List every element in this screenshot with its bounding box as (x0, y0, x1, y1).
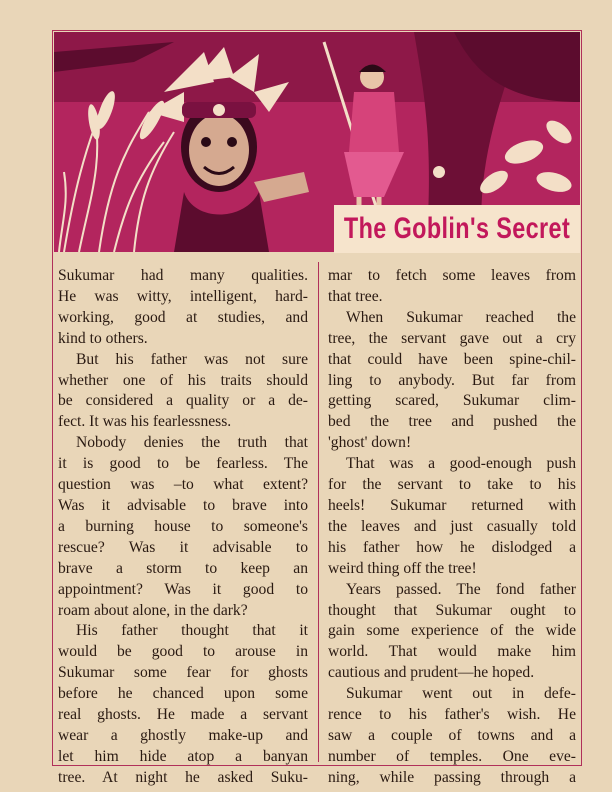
text-line: He was witty, intelligent, hard- (58, 287, 308, 305)
text-line: his father how he dislodged a (328, 538, 576, 556)
text-line: real ghosts. He made a servant (58, 706, 308, 724)
column-divider (318, 262, 319, 762)
text-line: before he chanced upon some (58, 685, 308, 703)
right-column (328, 266, 576, 786)
text-line: for the servant to take to his (328, 476, 576, 494)
text-line: fect. It was his fearlessness. (58, 413, 232, 431)
text-line: rescue? Was it advisable to (58, 538, 308, 556)
text-line: 'ghost' down! (328, 434, 412, 452)
text-line: that could have been spine-chil- (328, 350, 576, 368)
text-line: world. That would make him (328, 643, 576, 661)
text-line: rence to his father's wish. He (328, 706, 576, 724)
text-line: Sukumar went out in defe- (346, 685, 576, 703)
text-line: Sukumar some fear for ghosts (58, 664, 308, 682)
text-line: wear a ghostly make-up and (58, 726, 308, 744)
text-line: Sukumar had many qualities. (58, 267, 308, 284)
text-line: thought that Sukumar ought to (328, 601, 576, 619)
text-line: let him hide atop a banyan (58, 747, 308, 765)
text-line: gain some experience of the wide (328, 622, 576, 640)
text-line: appointment? Was it good to (58, 580, 308, 598)
text-line: bed the tree and pushed the (328, 413, 576, 431)
text-line: be considered a quality or a de- (58, 392, 308, 410)
text-line: heels! Sukumar returned with (328, 496, 576, 514)
title-banner (334, 205, 580, 253)
text-line: But his father was not sure (76, 350, 308, 368)
text-line: whether one of his traits should (58, 371, 308, 389)
text-line: that tree. (328, 287, 383, 305)
text-line: tree, the servant gave out a cry (328, 329, 576, 347)
text-line: ling to anybody. But far from (328, 371, 576, 389)
text-line: the leaves and just casually told (328, 517, 576, 535)
text-line: weird thing off the tree! (328, 559, 477, 577)
text-line: it is good to be fearless. The (58, 455, 308, 473)
text-line: When Sukumar reached the (346, 308, 576, 326)
text-line: would be good to arouse in (58, 643, 308, 661)
text-line: His father thought that it (76, 622, 308, 640)
left-column (58, 266, 308, 786)
text-line: getting scared, Sukumar clim- (328, 392, 576, 410)
text-line: Nobody denies the truth that (76, 434, 308, 452)
text-line: tree. At night he asked Suku- (58, 768, 308, 786)
story-title: The Goblin's Secret (343, 212, 571, 245)
text-line: Was it advisable to brave into (58, 496, 308, 514)
text-line: saw a couple of towns and a (328, 726, 576, 744)
text-line: question was –to what extent? (58, 476, 308, 494)
text-line: Years passed. The fond father (346, 580, 576, 598)
text-line: kind to others. (58, 329, 148, 347)
text-line: mar to fetch some leaves from (328, 267, 576, 284)
text-line: working, good at studies, and (58, 308, 308, 326)
text-line: a burning house to someone's (58, 517, 308, 535)
text-line: ning, while passing through a (328, 768, 576, 786)
text-line: roam about alone, in the dark? (58, 601, 248, 619)
text-line: brave a storm to keep an (58, 559, 308, 577)
text-line: That was a good-enough push (346, 455, 576, 473)
text-line: cautious and prudent—he hoped. (328, 664, 535, 682)
text-line: number of temples. One eve- (328, 747, 576, 765)
